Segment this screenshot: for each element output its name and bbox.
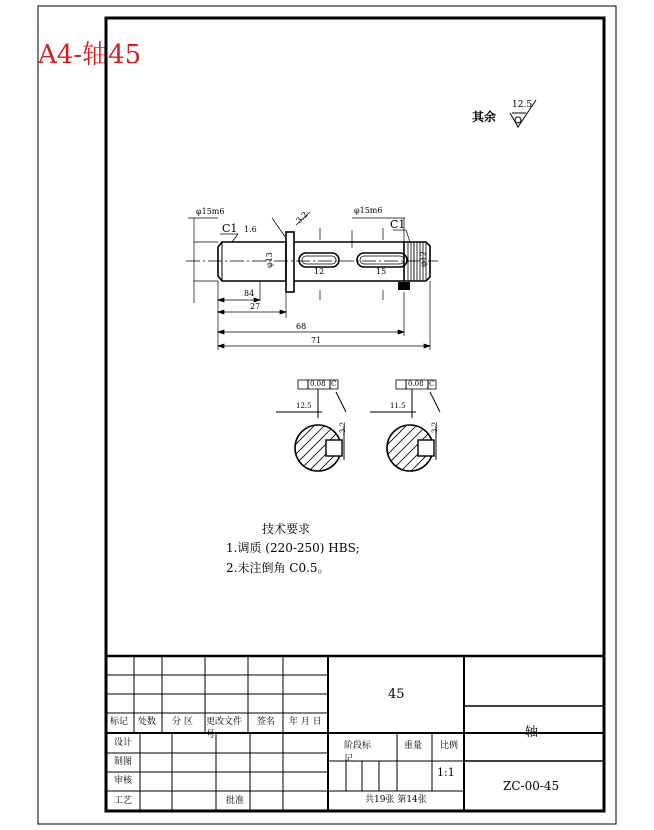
dim-68: 68	[296, 322, 307, 331]
section-1-width: 12.5	[296, 402, 312, 410]
label-scale: 比例	[440, 741, 459, 751]
label-sign: 签名	[257, 717, 276, 727]
inner-frame	[106, 18, 604, 811]
keyway-1	[299, 253, 339, 267]
dim-phi13: φ13	[264, 252, 274, 268]
label-approve: 批准	[226, 796, 245, 806]
tech-item-1: 1.调质 (220-250) HBS;	[226, 541, 360, 555]
label-review: 审核	[114, 776, 133, 786]
label-drafting: 制图	[114, 757, 133, 767]
dim-12: 12	[314, 267, 325, 276]
sheet-info: 共19张 第14张	[365, 795, 427, 805]
drawing-stamp: A4-轴45	[38, 40, 142, 70]
roughness-label: 其余	[472, 110, 497, 124]
section-view-1	[276, 380, 346, 478]
label-process: 工艺	[114, 796, 133, 806]
tech-title: 技术要求	[262, 522, 311, 536]
roughness-value: 12.5	[512, 100, 533, 110]
label-change-doc-2: 号	[206, 730, 216, 740]
section-1-tolerance: 0.08	[310, 380, 326, 388]
section-1-depth: 3.2	[339, 421, 348, 434]
label-mark: 标记	[110, 717, 129, 727]
dim-ra-small: 1.6	[244, 225, 257, 234]
dim-71: 71	[311, 336, 322, 345]
label-stage-mark: 阶段标	[344, 741, 372, 751]
material: 45	[388, 687, 405, 702]
dim-15: 15	[376, 267, 387, 276]
dim-c1-right: C1	[390, 218, 406, 231]
part-name: 轴	[525, 725, 539, 740]
dim-d2: φ15m6	[354, 206, 383, 215]
label-change-doc: 更改文件	[206, 717, 243, 727]
tech-item-2: 2.未注倒角 C0.5。	[226, 561, 330, 575]
dim-phi12: φ12	[418, 251, 428, 267]
keyway-2	[357, 253, 407, 267]
section-2-width: 11.5	[390, 402, 406, 410]
dim-c1-left: C1	[222, 222, 238, 235]
label-design: 设计	[114, 738, 133, 748]
label-weight: 重量	[404, 741, 423, 751]
label-stage-mark-2: 记	[344, 754, 354, 764]
dim-d1: φ15m6	[196, 207, 225, 216]
section-view-2	[370, 380, 440, 478]
dim-27: 27	[250, 302, 261, 311]
dim-84: 84	[244, 289, 255, 298]
drawing-no: ZC-00-45	[503, 779, 560, 793]
shaft-left-section	[218, 242, 286, 281]
section-2-depth: 3.2	[431, 421, 440, 434]
section-2-tolerance: 0.08	[408, 380, 424, 388]
dim-ra-mid: 3.2	[294, 209, 310, 226]
section-1-datum: C	[331, 380, 337, 388]
shaft-right-section	[294, 242, 404, 281]
shaft-collar	[286, 232, 294, 292]
section-2-datum: C	[429, 380, 435, 388]
scale-value: 1:1	[437, 766, 455, 779]
label-date: 年 月 日	[289, 717, 322, 727]
label-count: 处数	[138, 717, 157, 727]
label-zone: 分 区	[172, 717, 193, 727]
